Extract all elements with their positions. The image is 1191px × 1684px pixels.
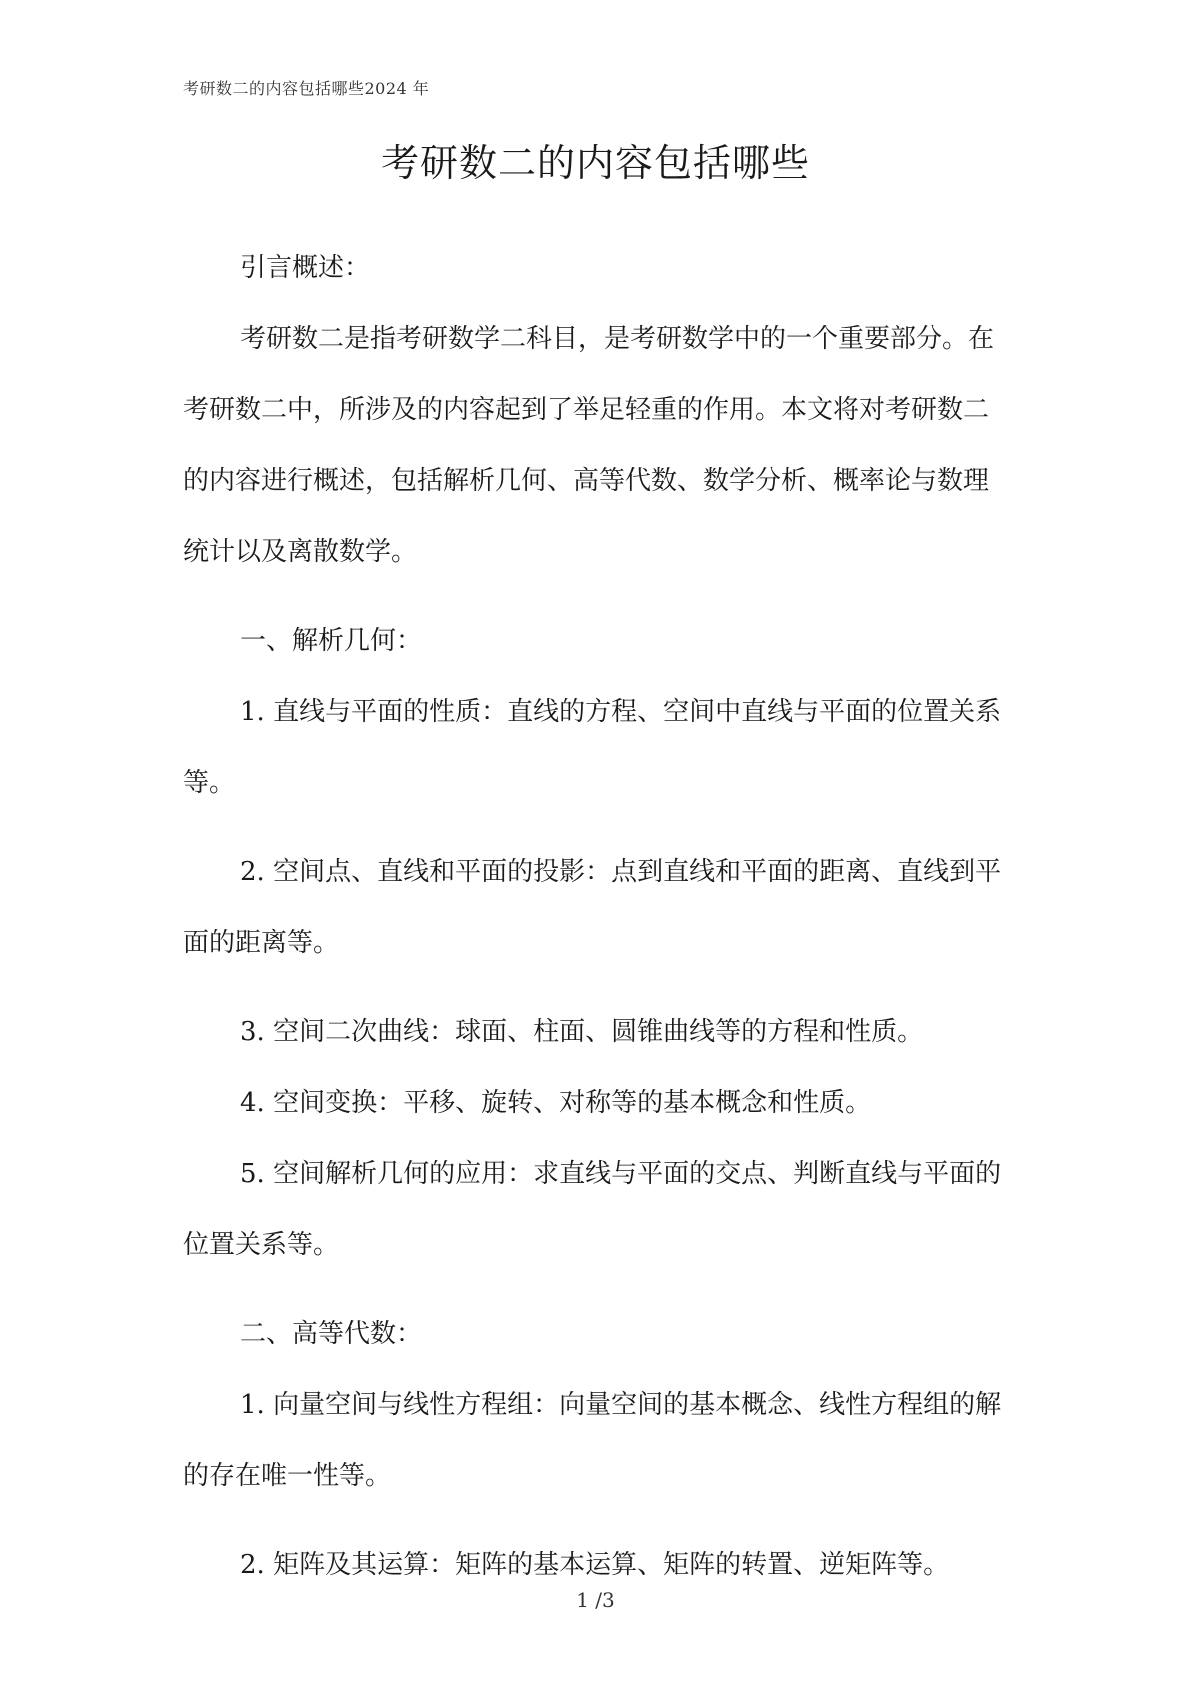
section-heading-analytic-geometry: 一、解析几何：: [240, 626, 423, 656]
paragraph-intro-heading: 引言概述：: [240, 253, 371, 283]
section-heading-higher-algebra: 二、高等代数：: [240, 1319, 423, 1349]
paragraph-intro: 考研数二是指考研数学二科目，是考研数学中的一个重要部分。在考研数二中，所涉及的内容起到了举足轻重的作用。本文将对考研数二的内容进行概述，包括解析几何、高等代数、数学分析、概率论与数理统计以及离散数学。: [183, 324, 995, 567]
document-title: 考研数二的内容包括哪些: [380, 141, 810, 185]
document-body: [183, 250, 1013, 1618]
list-item: 1. 直线与平面的性质：直线的方程、空间中直线与平面的位置关系等。: [183, 697, 1002, 798]
list-item: 4. 空间变换：平移、旋转、对称等的基本概念和性质。: [240, 1088, 872, 1118]
list-item: 1. 向量空间与线性方程组：向量空间的基本概念、线性方程组的解的存在唯一性等。: [183, 1390, 1002, 1491]
list-item: 3. 空间二次曲线：球面、柱面、圆锥曲线等的方程和性质。: [240, 1017, 924, 1047]
list-item: 2. 矩阵及其运算：矩阵的基本运算、矩阵的转置、逆矩阵等。: [240, 1550, 950, 1580]
page-number: 1 /3: [576, 1588, 615, 1612]
list-item: 5. 空间解析几何的应用：求直线与平面的交点、判断直线与平面的位置关系等。: [183, 1159, 1002, 1260]
page-header: 考研数二的内容包括哪些2024 年: [183, 79, 430, 98]
list-item: 2. 空间点、直线和平面的投影：点到直线和平面的距离、直线到平面的距离等。: [183, 857, 1002, 958]
